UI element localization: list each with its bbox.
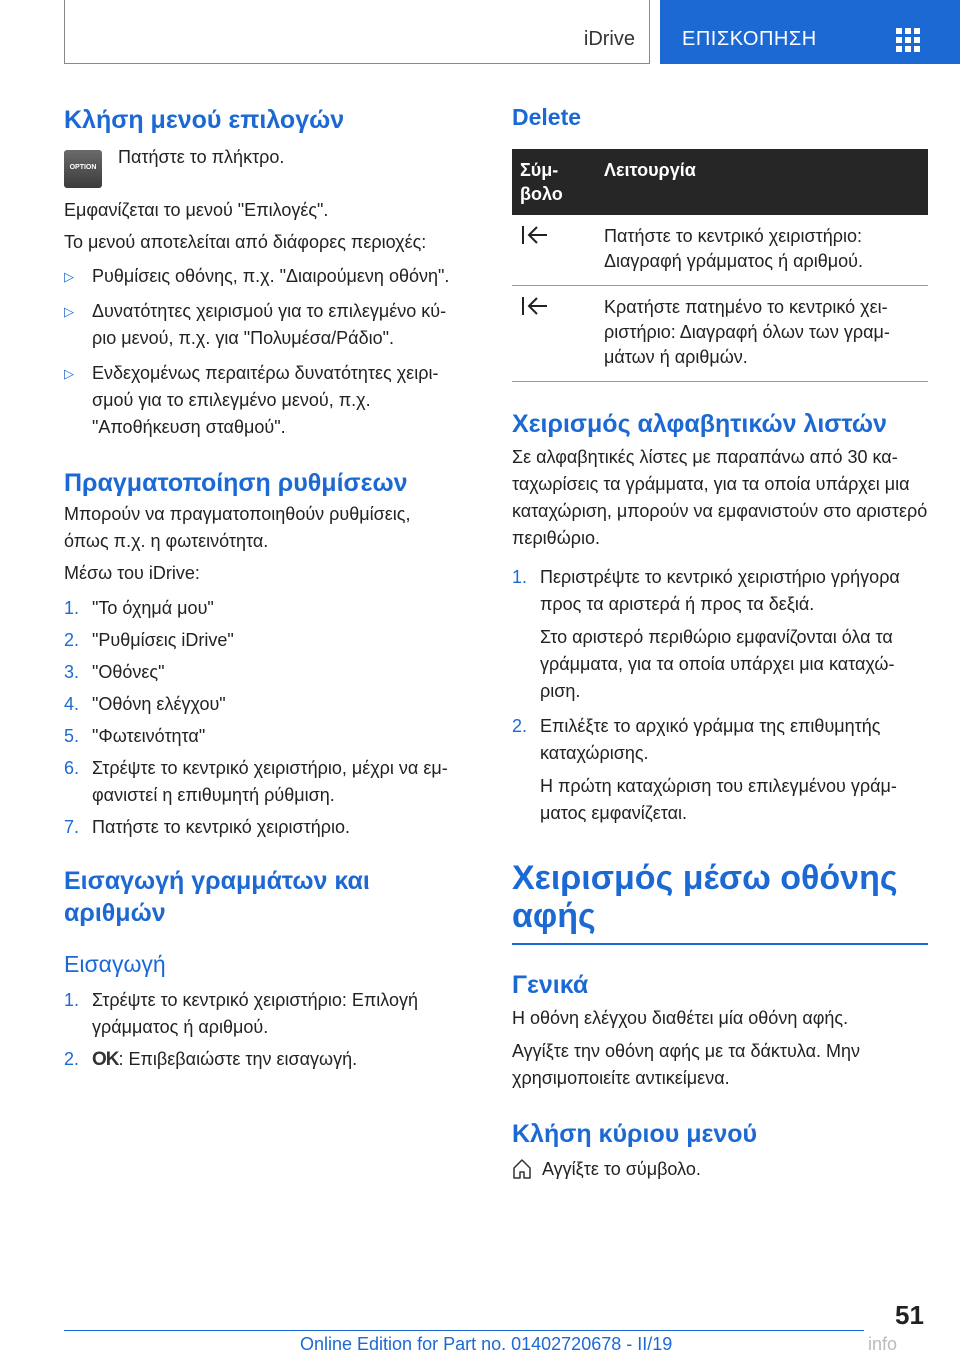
delete-heading: Delete bbox=[512, 104, 582, 130]
list-item: 6. Στρέψτε το κεντρικό χειριστήριο, μέχρι να εμφανιστεί η επιθυμητή ρύθμιση. bbox=[64, 758, 448, 805]
general-heading: Γενικά bbox=[512, 970, 589, 999]
letters-heading: Εισαγωγή γραμμάτων και αριθμών bbox=[64, 867, 370, 927]
list-item: 2. Επιλέξτε το αρχικό γράμμα της επιθυμητής καταχώρισης. Η πρώτη καταχώριση του επιλεγμένου γράμματος εμφανίζεται. bbox=[512, 713, 928, 827]
option-key-icon bbox=[64, 150, 102, 188]
list-item: ▷ Ρυθμίσεις οθόνης, π.χ. "Διαιρούμενη οθόνη". bbox=[64, 263, 456, 290]
settings-p1: Μπορούν να πραγματοποιηθούν ρυθμίσεις, όπως π.χ. η φωτεινότητα. bbox=[64, 504, 411, 551]
general-p1: Η οθόνη ελέγχου διαθέτει μία οθόνη αφής. bbox=[512, 1007, 849, 1028]
home-icon bbox=[512, 1158, 532, 1185]
ok-icon: OK bbox=[92, 1049, 119, 1070]
list-item: 2. "Ρυθμίσεις iDrive" bbox=[64, 630, 234, 650]
table-header-symbol: Σύμβολο bbox=[512, 149, 596, 215]
table-header-function: Λειτουργία bbox=[596, 149, 928, 215]
options-bullet-list bbox=[64, 263, 456, 441]
settings-steps bbox=[64, 595, 456, 841]
table-row bbox=[512, 286, 928, 382]
input-steps bbox=[64, 987, 456, 1073]
general-p2: Αγγίξτε την οθόνη αφής με τα δάκτυλα. Μην χρησιμοποιείτε αντικείμενα. bbox=[512, 1040, 860, 1088]
triangle-bullet-icon: ▷ bbox=[64, 304, 74, 319]
header-section-tab[interactable] bbox=[660, 0, 960, 64]
list-item: 4. "Οθόνη ελέγχου" bbox=[64, 694, 226, 714]
settings-heading: Πραγματοποίηση ρυθμίσεων bbox=[64, 469, 408, 497]
overview-grid-icon bbox=[896, 28, 920, 52]
list-item: 1. Περιστρέψτε το κεντρικό χειριστήριο γρήγορα προς τα αριστερά ή προς τα δεξιά. Στο αριστερό περιθώριο εμφανίζονται όλα τα γράμματα, για τα οποία υπάρχει μια καταχώριση. bbox=[512, 564, 928, 705]
press-option-key-row bbox=[64, 144, 456, 188]
settings-p2: Μέσω του iDrive: bbox=[64, 563, 200, 583]
delete-all-icon bbox=[520, 295, 550, 317]
list-item: 2. OK: Επιβεβαιώστε την εισαγωγή. bbox=[64, 1049, 358, 1070]
press-key-text: Πατήστε το πλήκτρο. bbox=[118, 147, 285, 167]
delete-symbol-table bbox=[512, 149, 928, 382]
options-p2: Το μενού αποτελείται από διάφορες περιοχές: bbox=[64, 232, 427, 252]
triangle-bullet-icon: ▷ bbox=[64, 366, 74, 381]
list-item: 3. "Οθόνες" bbox=[64, 662, 165, 682]
alpha-step2-note: Η πρώτη καταχώριση του επιλεγμένου γράμματος εμφανίζεται. bbox=[540, 776, 897, 823]
options-menu-heading: Κλήση μενού επιλογών bbox=[64, 106, 345, 134]
page-number: 51 bbox=[895, 1300, 924, 1330]
right-column bbox=[512, 100, 928, 1185]
header-product: iDrive bbox=[583, 28, 635, 50]
delete-row-2-text: Κρατήστε πατημένο το κεντρικό χειριστήριο: Διαγραφή όλων των γραμμάτων ή αριθμών. bbox=[596, 286, 928, 382]
list-item: 1. Στρέψτε το κεντρικό χειριστήριο: Επιλογή γράμματος ή αριθμού. bbox=[64, 990, 419, 1037]
list-item: ▷ Ενδεχομένως περαιτέρω δυνατότητες χειρισμού για το επιλεγμένο μενού, π.χ. "Αποθήκευση σταθμού". bbox=[64, 360, 456, 441]
main-menu-text: Αγγίξτε το σύμβολο. bbox=[542, 1158, 701, 1179]
heading-rule bbox=[512, 943, 928, 945]
alpha-p1: Σε αλφαβητικές λίστες με παραπάνω από 30 καταχωρίσεις τα γράμματα, για τα οποία υπάρχει μια καταχώριση, μπορούν να εμφανιστούν στο αριστερό περιθώριο. bbox=[512, 447, 928, 548]
main-menu-heading: Κλήση κύριου μενού bbox=[512, 1119, 758, 1148]
delete-row-1-text: Πατήστε το κεντρικό χειριστήριο: Διαγραφή γράμματος ή αριθμού. bbox=[596, 215, 928, 286]
footer-watermark: info bbox=[868, 1334, 898, 1354]
alpha-lists-heading: Χειρισμός αλφαβητικών λιστών bbox=[512, 410, 887, 438]
left-column bbox=[64, 100, 456, 1078]
alpha-step1-note: Στο αριστερό περιθώριο εμφανίζονται όλα τα γράμματα, για τα οποία υπάρχει μια καταχώριση. bbox=[540, 627, 895, 701]
list-item: 7. Πατήστε το κεντρικό χειριστήριο. bbox=[64, 817, 350, 837]
header-product-box bbox=[64, 0, 650, 64]
options-p1: Εμφανίζεται το μενού "Επιλογές". bbox=[64, 200, 329, 220]
list-item: 5. "Φωτεινότητα" bbox=[64, 726, 206, 746]
main-menu-row bbox=[512, 1156, 928, 1185]
triangle-bullet-icon: ▷ bbox=[64, 269, 74, 284]
input-subheading: Εισαγωγή bbox=[64, 951, 166, 977]
footer-rule bbox=[64, 1330, 864, 1331]
alpha-steps bbox=[512, 564, 928, 827]
table-row bbox=[512, 215, 928, 286]
list-item: 1. "Το όχημά μου" bbox=[64, 598, 214, 618]
delete-char-icon bbox=[520, 224, 550, 246]
footer-edition: Online Edition for Part no. 01402720678 - II/19 bbox=[300, 1334, 673, 1354]
header-section-label: ΕΠΙΣΚΟΠΗΣΗ bbox=[682, 28, 817, 50]
list-item: ▷ Δυνατότητες χειρισμού για το επιλεγμένο κύριο μενού, π.χ. για "Πολυμέσα/Ράδιο". bbox=[64, 298, 456, 352]
option-key-label: OPTION bbox=[69, 164, 97, 171]
touchscreen-heading: Χειρισμός μέσω οθόνης αφής bbox=[512, 859, 898, 935]
